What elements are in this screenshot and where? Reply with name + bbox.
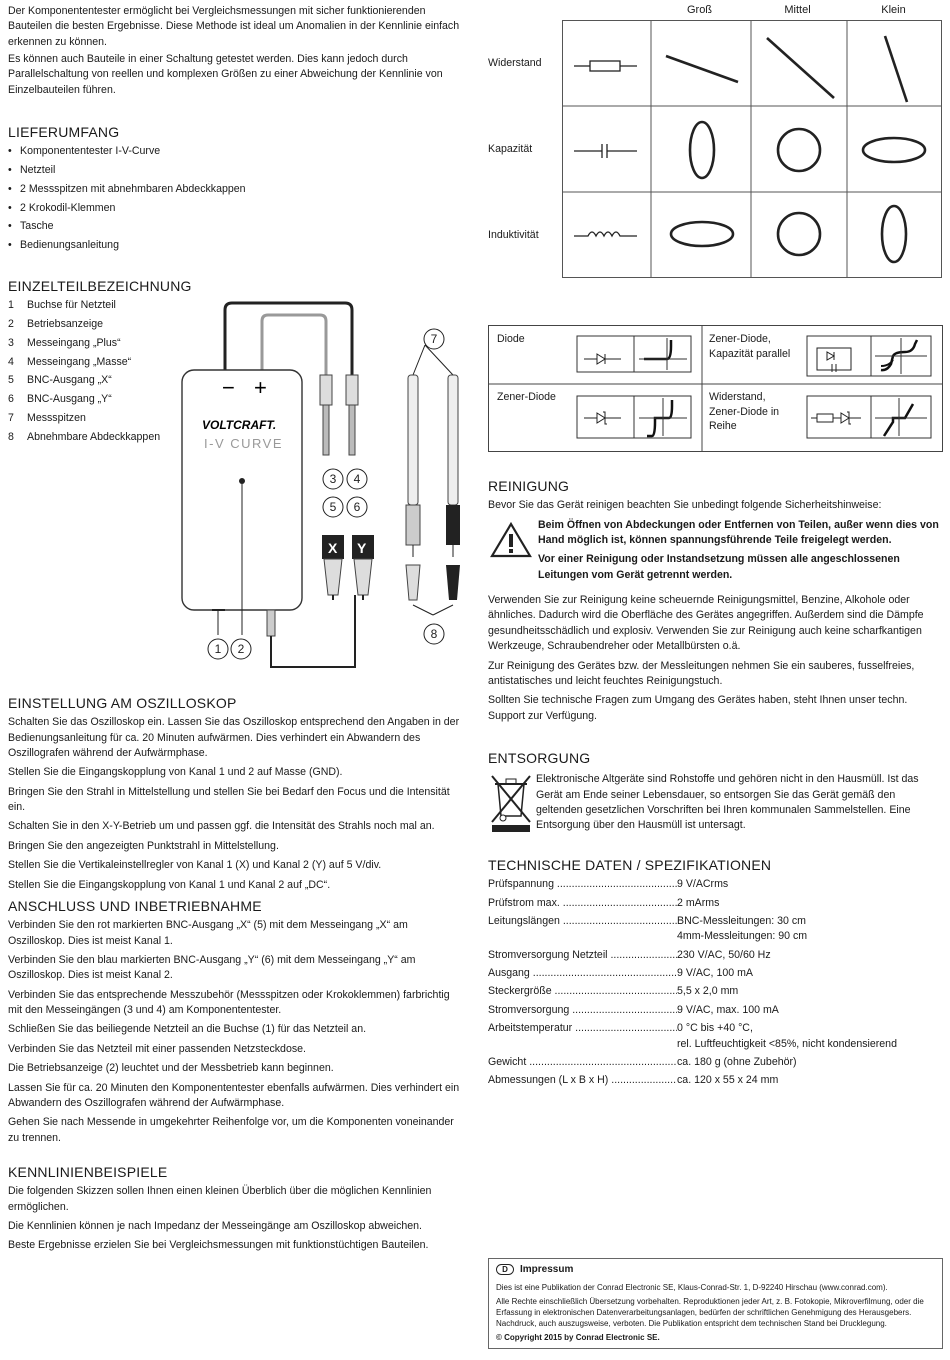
label-resistor-zener: Widerstand, Zener-Diode in Reihe [709, 391, 780, 432]
list-item: • Netzteil [8, 163, 458, 178]
diode-table [488, 325, 943, 452]
list-item: • 2 Messspitzen mit abnehmbaren Abdeckkappen [8, 182, 458, 197]
paragraph: Die folgenden Skizzen sollen Ihnen einen kleinen Überblich über die möglichen Kennlinien ermöglichen. [8, 1185, 432, 1213]
callout-5: 5 [329, 500, 337, 514]
callout-7: 7 [430, 332, 438, 346]
reinigung-section [488, 476, 943, 728]
header-gross: Groß [686, 4, 713, 16]
callout-4: 4 [353, 472, 361, 486]
callout-2: 2 [237, 642, 245, 656]
paragraph: Beste Ergebnisse erzielen Sie bei Vergleichsmessungen mit funktionstüchtigen Bauteilen. [8, 1239, 429, 1252]
kennlinien-section [8, 1162, 460, 1258]
minus-label: − [222, 375, 235, 400]
impressum-box [488, 1258, 943, 1349]
plus-label: + [254, 375, 267, 400]
list-item: 6 BNC-Ausgang „Y“ [8, 393, 112, 406]
curve-inductor-small [882, 206, 906, 262]
list-item: 2 Betriebsanzeige [8, 318, 103, 331]
specs-table [488, 877, 943, 1088]
bnc-y-label: Y [357, 540, 367, 556]
table-row: Leitungslängen ..... BNC-Messleitungen: 30 cm 4mm-Messleitungen: 90 cm [488, 914, 943, 945]
paragraph: Bringen Sie den Strahl in Mittelstellung und stellen Sie bei Bedarf den Focus und die Intensität ein. [8, 785, 450, 814]
oszi-section [8, 693, 460, 897]
capacitor-icon [574, 144, 637, 158]
model-name: I-V CURVE [204, 436, 283, 451]
row-label-kapazitaet: Kapazität [488, 143, 533, 155]
resistor-icon [574, 61, 637, 71]
row-label-widerstand: Widerstand [488, 57, 542, 69]
impressum-publisher: Dies ist eine Publikation der Conrad Electronic SE, Klaus-Conrad-Str. 1, D-92240 Hirschau (www.conrad.com). [496, 1282, 888, 1292]
list-item: 8 Abnehmbare Abdeckkappen [8, 430, 161, 443]
curve-resistor-large [666, 56, 738, 82]
paragraph: Bevor Sie das Gerät reinigen beachten Sie unbedingt folgende Sicherheitshinweise: [488, 499, 882, 512]
bnc-x-label: X [328, 540, 338, 556]
language-badge-icon: D [496, 1264, 514, 1275]
warning-text-2: Vor einer Reinigung oder Instandsetzung müssen alle angeschlossenen Leitungen vom Gerät getrennt werden. [538, 553, 900, 581]
row-label-induktivitaet: Induktivität [488, 229, 539, 241]
impressum-header [496, 1263, 935, 1277]
intro-paragraph-2: Es können auch Bauteile in einer Schaltung getestet werden. Dies kann jedoch durch Parallelschaltung von reellen und komplexen Größen zu einer Abweichung der Kennlinie von Einzelbauteilen führen. [8, 53, 443, 96]
paragraph: Bringen Sie den angezeigten Punktstrahl in Mittelstellung. [8, 839, 279, 852]
paragraph: Die Betriebsanzeige (2) leuchtet und der Messbetrieb kann beginnen. [8, 1062, 334, 1075]
curve-capacitor-small [863, 138, 925, 162]
einzelteil-title: EINZELTEILBEZEICHNUNG [8, 278, 192, 294]
oszi-title: EINSTELLUNG AM OSZILLOSKOP [8, 695, 237, 711]
paragraph: Stellen Sie die Vertikaleinstellregler von Kanal 1 (X) und Kanal 2 (Y) auf 5 V/div. [8, 859, 382, 872]
table-row: Stromversorgung Netzteil ..... 230 V/AC, 50/60 Hz [488, 948, 943, 963]
curve-resistor-small [885, 36, 907, 102]
impressum-copyright: © Copyright 2015 by Conrad Electronic SE. [496, 1332, 660, 1342]
table-row: Arbeitstemperatur ..... 0 °C bis +40 °C, rel. Luftfeuchtigkeit <85%, nicht kondensierend [488, 1021, 943, 1052]
paragraph: Verbinden Sie den blau markierten BNC-Ausgang „Y“ (6) mit dem Messeingang „Y“ am Oszilloskop. Dies ist meist Kanal 2. [8, 954, 416, 982]
warning-icon [488, 518, 534, 562]
table-row: Gewicht ..... ca. 180 g (ohne Zubehör) [488, 1055, 943, 1070]
label-diode: Diode [497, 333, 525, 345]
anschluss-section [8, 896, 460, 1150]
paragraph: Gehen Sie nach Messende in umgekehrter Reihenfolge vor, um die Komponenten voneinander zu trennen. [8, 1116, 454, 1144]
reinigung-title: REINIGUNG [488, 478, 570, 494]
list-item: • 2 Krokodil-Klemmen [8, 201, 458, 216]
paragraph: Verbinden Sie das Netzteil mit einer passenden Netzsteckdose. [8, 1042, 306, 1055]
paragraph: Verwenden Sie zur Reinigung keine scheuernde Reinigungsmittel, Benzine, Alkohole oder ähnliches. Dadurch wird die Oberfläche des Gerätes angegriffen. Außerdem sind die Dämpfe gesundheitsschädlich und explosiv. Verwenden Sie zur Reinigung auch keine scharfkantigen Werkzeuge, Schraubendreher oder Metallbürsten o.ä. [488, 594, 924, 653]
list-item: • Bedienungsanleitung [8, 238, 458, 253]
zener-icon [584, 412, 621, 424]
paragraph: Schalten Sie in den X-Y-Betrieb um und passen ggf. die Intensität des Strahls noch mal an. [8, 820, 435, 833]
specs-title: TECHNISCHE DATEN / SPEZIFIKATIONEN [488, 857, 772, 873]
entsorgung-section [488, 748, 943, 838]
kennlinien-title: KENNLINIENBEISPIELE [8, 1164, 168, 1180]
paragraph: Die Kennlinien können je nach Impedanz der Messeingänge am Oszilloskop abweichen. [8, 1220, 422, 1233]
paragraph: Sollten Sie technische Fragen zum Umgang des Gerätes haben, steht Ihnen unser techn. Support zur Verfügung. [488, 694, 908, 722]
brand-logo: VOLTCRAFT. [202, 418, 277, 432]
callout-6: 6 [353, 500, 361, 514]
impressum-title: Impressum [520, 1264, 574, 1275]
curve-capacitor-medium [778, 129, 820, 171]
paragraph: Schalten Sie das Oszilloskop ein. Lassen Sie das Oszilloskop entsprechend den Angaben in der Bedienungsanleitung für ca. 20 Minuten aufwärmen. Dies verhindert ein Abwandern des Oszillografen während der Aufwärmphase. [8, 716, 460, 760]
label-zener: Zener-Diode [497, 391, 556, 403]
curve-capacitor-large [690, 122, 714, 178]
zener-capacitor-icon [817, 348, 851, 372]
entsorgung-text: Elektronische Altgeräte sind Rohstoffe und gehören nicht in den Hausmüll. Ist das Gerät am Ende seiner Lebensdauer, so entsorgen Sie das Gerät gemäß den geltenden gesetzlichen Vorschriften bei Ihren kommunalen Sammelstellen. Eine Entsorgung über den Hausmüll ist untersagt. [536, 773, 919, 832]
anschluss-title: ANSCHLUSS UND INBETRIEBNAHME [8, 898, 262, 914]
inductor-icon [574, 232, 637, 236]
lieferumfang-title: LIEFERUMFANG [8, 124, 120, 140]
callout-8: 8 [430, 627, 438, 641]
paragraph: Stellen Sie die Eingangskopplung von Kanal 1 und Kanal 2 auf „DC“. [8, 878, 331, 891]
specs-section [488, 855, 943, 1092]
table-row: Prüfspannung ..... 9 V/ACrms [488, 877, 943, 892]
warning-text-1: Beim Öffnen von Abdeckungen oder Entfernen von Teilen, außer wenn dies von Hand möglich ist, können spannungsführende Teile freigelegt werden. [538, 518, 939, 547]
header-klein: Klein [881, 4, 906, 16]
paragraph: Verbinden Sie den rot markierten BNC-Ausgang „X“ (5) mit dem Messeingang „X“ am Oszilloskop. Dies ist meist Kanal 1. [8, 919, 408, 947]
intro-paragraph-1: Der Komponententester ermöglicht bei Vergleichsmessungen mit sicher funktionierenden Bauteilen die besten Ergebnisse. Diese Methode ist ideal um Anomalien in der Kennlinie einfach erkennen zu können. [8, 5, 460, 48]
weee-bin-icon [488, 772, 534, 834]
table-row: Steckergröße ..... 5,5 x 2,0 mm [488, 984, 943, 999]
diode-icon [584, 354, 621, 364]
table-row: Prüfstrom max. ..... 2 mArms [488, 896, 943, 911]
list-item: 4 Messeingang „Masse“ [8, 355, 132, 368]
callout-3: 3 [329, 472, 337, 486]
list-item: • Komponententester I-V-Curve [8, 144, 458, 159]
curve-inductor-large [671, 222, 733, 246]
impressum-rights: Alle Rechte einschließlich Übersetzung vorbehalten. Reproduktionen jeder Art, z. B. Fotokopie, Mikroverfilmung, oder die Erfassung in elektronischen Datenverarbeitungsanlagen, bedürfen der schriftlichen Genehmigung des Herausgebers. Nachdruck, auch auszugsweise, verboten. Die Publikation entspricht dem technischen Stand bei Drucklegung. [496, 1296, 924, 1328]
table-row: Ausgang ..... 9 V/AC, 100 mA [488, 966, 943, 981]
paragraph: Schließen Sie das beiliegende Netzteil an die Buchse (1) für das Netzteil an. [8, 1023, 367, 1036]
device-illustration [170, 295, 470, 680]
paragraph: Lassen Sie für ca. 20 Minuten den Komponententester ebenfalls aufwärmen. Dies verhindert ein Abwandern des Oszillografen während der Aufwärmphase. [8, 1081, 460, 1109]
paragraph: Verbinden Sie das entsprechende Messzubehör (Messspitzen oder Krokoklemmen) farbrichtig mit den Messeingängen (3 und 4) am Komponententester. [8, 988, 450, 1017]
callout-1: 1 [214, 642, 222, 656]
entsorgung-title: ENTSORGUNG [488, 750, 591, 766]
curve-resistor-medium [767, 38, 834, 98]
table-row: Abmessungen (L x B x H) ..... ca. 120 x 55 x 24 mm [488, 1073, 943, 1088]
header-mittel: Mittel [784, 4, 811, 16]
table-row: Stromversorgung ..... 9 V/AC, max. 100 mA [488, 1003, 943, 1018]
paragraph: Stellen Sie die Eingangskopplung von Kanal 1 und 2 auf Masse (GND). [8, 766, 343, 779]
resistor-zener-icon [811, 412, 861, 424]
list-item: 7 Messspitzen [8, 412, 86, 425]
list-item: 5 BNC-Ausgang „X“ [8, 374, 112, 387]
list-item: 3 Messeingang „Plus“ [8, 336, 121, 349]
lieferumfang-section [8, 122, 458, 257]
curve-inductor-medium [778, 213, 820, 255]
label-zener-capacitor: Zener-Diode, Kapazität parallel [709, 333, 791, 360]
list-item: • Tasche [8, 219, 458, 234]
paragraph: Zur Reinigung des Gerätes bzw. der Messleitungen nehmen Sie ein sauberes, fusselfreies, antistatisches und leicht feuchtes Reinigungstuch. [488, 659, 915, 687]
curve-grid [562, 20, 942, 278]
list-item: 1 Buchse für Netzteil [8, 299, 116, 312]
